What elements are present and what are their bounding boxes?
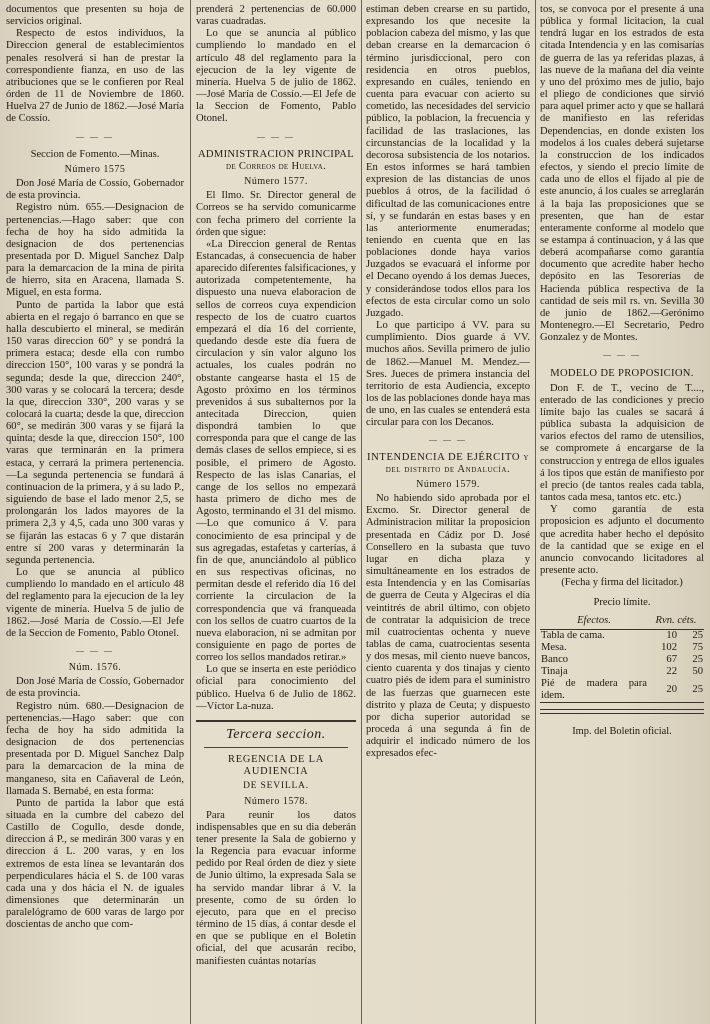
announcement-paragraph: Lo que participo á VV. para su cumplimiento. Dios guarde á VV. muchos años. Sevilla primero de julio de 1862.—Manuel M. Mendez.—Sres. Jueces de primera instancia del territorio de esta Audiencia, excepto los de las poblaciones donde haya mas de uno, en las cuales se entenderá esta circular para con los Decanos.	[366, 320, 530, 429]
price-limit-heading: Precio límite.	[593, 597, 651, 609]
intro-text: documentos que presenten su hoja de servicios original.	[6, 4, 184, 28]
column-rule	[361, 0, 362, 1024]
separator: — — —	[76, 131, 114, 141]
table-row	[540, 654, 704, 666]
item-reales: 67	[666, 653, 677, 665]
quoted-order: «La Direccion general de Rentas Estancadas, á consecuencia de haber aparecido diferentes falsificaciones, y autorizada competentemente, ha dispuesto una nueva elaboracion de sellos de correos cuya expendicion respecto de los de cuatro cuartos empezará el día 16 del corriente, quedando desde este día fuera de circulacion y sin valor alguno los actuales, los cuales podrán no obstante cangearse hasta el 15 de Agosto próximo en los términos prevenidos á sus subalternos por la antecitada Direccion, quien dispondrá tambien lo que corresponda para que el cange de las demás clases de sellos empiece, si es posible, el primero de Agosto. Respecto de las islas Canarias, el cange de los sellos no empezará hasta primero de dicho mes de Agosto, terminando el 31 del mismo.—Lo que comunico á V. para conocimiento de esa principal y de sus agregadas, estafetas y carterías, á fin de que, anunciándolo al público en sus respectivas oficinas, no permitan desde el referido día 16 del corriente la circulacion de la correspondencia que vá franqueada con los sellos de cuatro cuartos de la nueva elaboracion, ni se admitan por consiguiente en pago de portes de correo los sellos mandados retirar.»	[196, 238, 356, 664]
sevilla-subheading: DE SEVILLA.	[243, 781, 309, 792]
section-title: Tercera seccion.	[226, 726, 326, 742]
column-4	[540, 4, 704, 1020]
table-row	[540, 678, 704, 703]
section-heading: Seccion de Fomento.—Minas.	[30, 148, 160, 160]
paragraph: Respecto de estos individuos, la Direccion general de establecimientos penales resolverá si han de prestar la correspondiente fianza, en uso de las atribuciones que se le confieren por Real órden de 11 de Noviembre de 1860. Huelva 27 de Junio de 1862.—José María de Cossío.	[6, 28, 184, 125]
section-rule	[196, 720, 356, 722]
notice-number: Número 1578.	[244, 795, 308, 807]
table-header-efectos: Efectos.	[540, 614, 648, 630]
continued-text: estiman deben crearse en su partido, expresando los que necesite la poblacion cabeza del mismo, y las que deban crearse en la demarcacion ó término jurisdiccional, pero con residencia en otros pueblos, expresando en cuáles, teniendo en cuenta para evacuar con acierto su cometido, las necesidades del servicio público, la poblacion, la frecuencia y facilidad de las traslaciones, las circunstancias de la localidad y la decorosa subsistencia de los notarios. En estos informes se hará tambien expresion de las distancias de unos pueblos á otros, de la facilidad ó dificultad de las comunicaciones entre sí, y se fundarán en estas bases y en las anteriormente enumeradas; teniendo en cuenta que en las poblaciones donde haya varios Juzgados se evacuará el informe por el Decano oyendo á los demas Jueces, y considerándose todos ellos para los efectos de esta circular como un solo Juzgado.	[366, 4, 530, 319]
separator: — — —	[257, 131, 295, 141]
item-centimos: 25	[678, 678, 704, 703]
intendencia-heading: INTENDENCIA DE EJÉRCITO y del distrito de Andalucía.	[367, 451, 529, 475]
notice-number: Número 1579.	[416, 478, 480, 490]
demarcation-paragraph: Punto de partida la labor que está situada en la cumbre del cabezo del Castillo de Cogullo, desde donde, direccion á P., se medirán 300 varas y en direccion á L. 200 varas, y en los extremos de esta línea se levantarán dos perpendiculares hácia el S. de 100 varas cada una y dos hácia el N. de iguales dimensiones que determinarán un paralelógramo de 600 varas de largo por doscientas de ancho que com-	[6, 797, 184, 931]
item-reales: 20	[648, 678, 678, 703]
announcement-paragraph: Lo que se inserta en este periódico oficial para conocimiento del público. Huelva 6 de Julio de 1862.—Víctor La-nuza.	[196, 664, 356, 712]
table-header-rvn: Rvn. céts.	[648, 614, 704, 630]
column-rule	[535, 0, 536, 1024]
governor-line: Don José María de Cossío, Gobernador de esta provincia.	[6, 178, 184, 202]
notice-number: Número 1577.	[244, 176, 308, 188]
modelo-heading: MODELO DE PROPOSICION.	[550, 367, 694, 379]
item-reales: 102	[661, 641, 677, 653]
item-name: Tinaja	[541, 665, 568, 677]
column-2	[196, 4, 356, 1020]
separator: — — —	[76, 645, 114, 655]
item-name: Tabla de cama.	[541, 629, 605, 641]
demarcation-paragraph: Punto de partida la labor que está abierta en el regajo ó barranco en que se halla descubierto el mineral, se medirán 150 varas direccion 60° y se pondrá la primera estaca; desde ella con rumbo direccion 150°, 100 varas y se pondrá la segunda; desde la que, direccion 240°, 300 varas y se colocará la tercera; desde la que, direccion 330°, 200 varas y se colocará la cuarta; desde la que, direccion 60°, se medirán 300 varas y se fijará la quinta; desde la que, direccion 150°, 100 varas que terminarán en la primera estaca, y cerrará la primera pertenencia.—La segunda pertenencia se fundará á continuacion de la primera, y á su lado P., siguiendo de base el lado menor 2,5, se prolongarán los lados mayores de la primera 2,3 y 4,5, cada uno 300 varas y se fijarán las estacas 6 y 7 que distarán entre sí 200 varas y determinarán la segunda pertenencia.	[6, 299, 184, 566]
registry-paragraph: Registro núm. 680.—Designacion de pertenencias.—Hago saber: que con fecha de hoy ha sido admitida la designacion de dos pertenencias presentada por D. Miguel Sanchez Dalp para la demarcacion de la mina de manganeso, sita en Cañaveral de León, llamada S. Bernabé, en esta forma:	[6, 700, 184, 797]
table-row	[540, 629, 704, 642]
continued-text: prenderá 2 pertenencias de 60.000 varas cuadradas.	[196, 4, 356, 28]
paragraph: No habiendo sido aprobada por el Excmo. Sr. Director general de Administracion militar la proposicion presentada en Cádiz por D. José Consellero en la subasta que tuvo lugar en dicha plaza y simultáneamente en los estrados de esta Intendencia y en las Comisarías de guerra de Ceuta y Algeciras el día veintitrés de abril último, con objeto de contratar la adquisicion de trece mil cuatrocientas ochenta y nueve tablas de cama, cuatrocientas sesenta y dos mesas, mil ciento nueve bancos, ciento cuarenta y dos tinajas y ciento cuatro piés de idem para el suministro de las fuerzas que guarnecen este distrito y plaza de Ceuta; y dispuesto por dicha superior autoridad se proceda á una segunda á fin de adquirir el indicado número de los expresados efec-	[366, 493, 530, 760]
item-reales: 10	[666, 629, 677, 641]
table-row	[540, 642, 704, 654]
column-3	[366, 4, 530, 1020]
admin-heading: ADMINISTRACION PRINCIPAL de Correos de Huelva.	[197, 148, 355, 172]
announcement-paragraph: Lo que se anuncia al público cumpliendo lo mandado en el artículo 48 del reglamento para la ejecucion de la ley vigente de minería. Huelva 5 de julio de 1862.—José María de Cossío.—El Jefe de la Seccion de Fomento, Pablo Otonel.	[196, 28, 356, 125]
separator: — — —	[603, 350, 641, 360]
regencia-heading: REGENCIA DE LA AUDIENCIA	[227, 754, 325, 778]
item-centimos: 50	[692, 665, 703, 677]
signature-note: (Fecha y firma del licitador.)	[561, 577, 683, 589]
model-paragraph: Don F. de T., vecino de T...., enterado de las condiciones y precio límite bajo las cuales se sacará á pública subasta la adquisicion de varios efectos del ramo de utensilios, se compromete á encargarse de la construccion y entrega de ellos iguales á los tipos que están de manifiesto por el precio (de tantos reales cada tabla, tantos cada mesa, tantos etc. etc.)	[540, 382, 704, 504]
item-centimos: 25	[692, 629, 703, 641]
item-name: Banco	[541, 653, 569, 665]
table-row	[540, 666, 704, 678]
announcement-paragraph: Lo que se anuncia al público cumpliendo lo mandado en el artículo 48 del reglamento para la ejecucion de la ley vigente de minería. Huelva 5 de julio de 1862.—José María de Cossío.—El Jefe de la Seccion de Fomento, Pablo Otonel.	[6, 567, 184, 639]
notice-number: Número 1575	[64, 163, 126, 175]
closing-rule	[540, 709, 704, 714]
guarantee-paragraph: Y como garantía de esta proposicion es adjunto el documento que acredita haber hecho el depósito de la cantidad que se exige en el anuncio convocando licitadores al presente acto.	[540, 504, 704, 577]
separator: — — —	[429, 435, 467, 445]
governor-line: Don José María de Cossío, Gobernador de esta provincia.	[6, 676, 184, 700]
price-table	[540, 614, 704, 703]
item-centimos: 25	[692, 653, 703, 665]
column-rule	[190, 0, 191, 1024]
notice-number: Núm. 1576.	[68, 662, 122, 674]
item-name: Mesa.	[541, 641, 567, 653]
item-name: Pié de madera para idem.	[541, 677, 647, 701]
paragraph: El Ilmo. Sr. Director general de Correos se ha servido comunicarme con fecha primero del corriente la órden que sigue:	[196, 190, 356, 238]
continued-text: tos, se convoca por el presente á una pública y formal licitacion, la cual tendrá lugar en los estrados de esta citada Intendencia y en las comisarías de guerra de las ya referidas plazas, á las nueve de la mañana del día veinte y uno del próximo mes de julio, bajo el pliego de condiciones que sirvió para aquel primer acto y que se hallará de manifiesto en las referidas Dependencias, en donde existen los modelos á los cuales deberá sujetarse la construccion de los indicados efectos, y siendo el precio límite de cada uno de ellos el fijado al pie de este anuncio, á los cuales se arreglarán á la baja las proposiciones que se presenten, que han de estar enteramente conforme al modelo que se estampa á continuacion, y á las que deberá acompañarse como garantía documento que acredite haber hecho depósito en las Tesorerías de Hacienda pública respectiva de la cantidad de seis mil rs. vn. Sevilla 30 de junio de 1862.—Gerónimo Montenegro.—El Secretario, Pedro Gonzalez y de Montes.	[540, 4, 704, 344]
section-rule	[204, 747, 348, 748]
column-1	[6, 4, 184, 1020]
printer-imprint: Imp. del Boletin oficial.	[572, 725, 672, 737]
paragraph: Para reunir los datos indispensables que en su dia deberán tener presente la Sala de gobierno y la Regencia para evacuar informe pedido por Real órden de diez y siete de Junio último, la expresada Sala se ha servido mandar librar á V. la presente, como de su órden lo ejecuto, para que en el preciso término de 15 días, á contar desde el en que se publique en el Boletín oficial, del que acusarán recibo, manifiesten cuántas notarías	[196, 809, 356, 967]
registry-paragraph: Registro núm. 655.—Designacion de pertenencias.—Hago saber: que con fecha de hoy ha sido admitida la designacion de dos pertenencias presentada por D. Miguel Sanchez Dalp para la demarcacion de la mina de pirita de hierro, sita en Aracena, llamada S. Miguel, en esta forma.	[6, 202, 184, 299]
item-centimos: 75	[692, 641, 703, 653]
item-reales: 22	[666, 665, 677, 677]
